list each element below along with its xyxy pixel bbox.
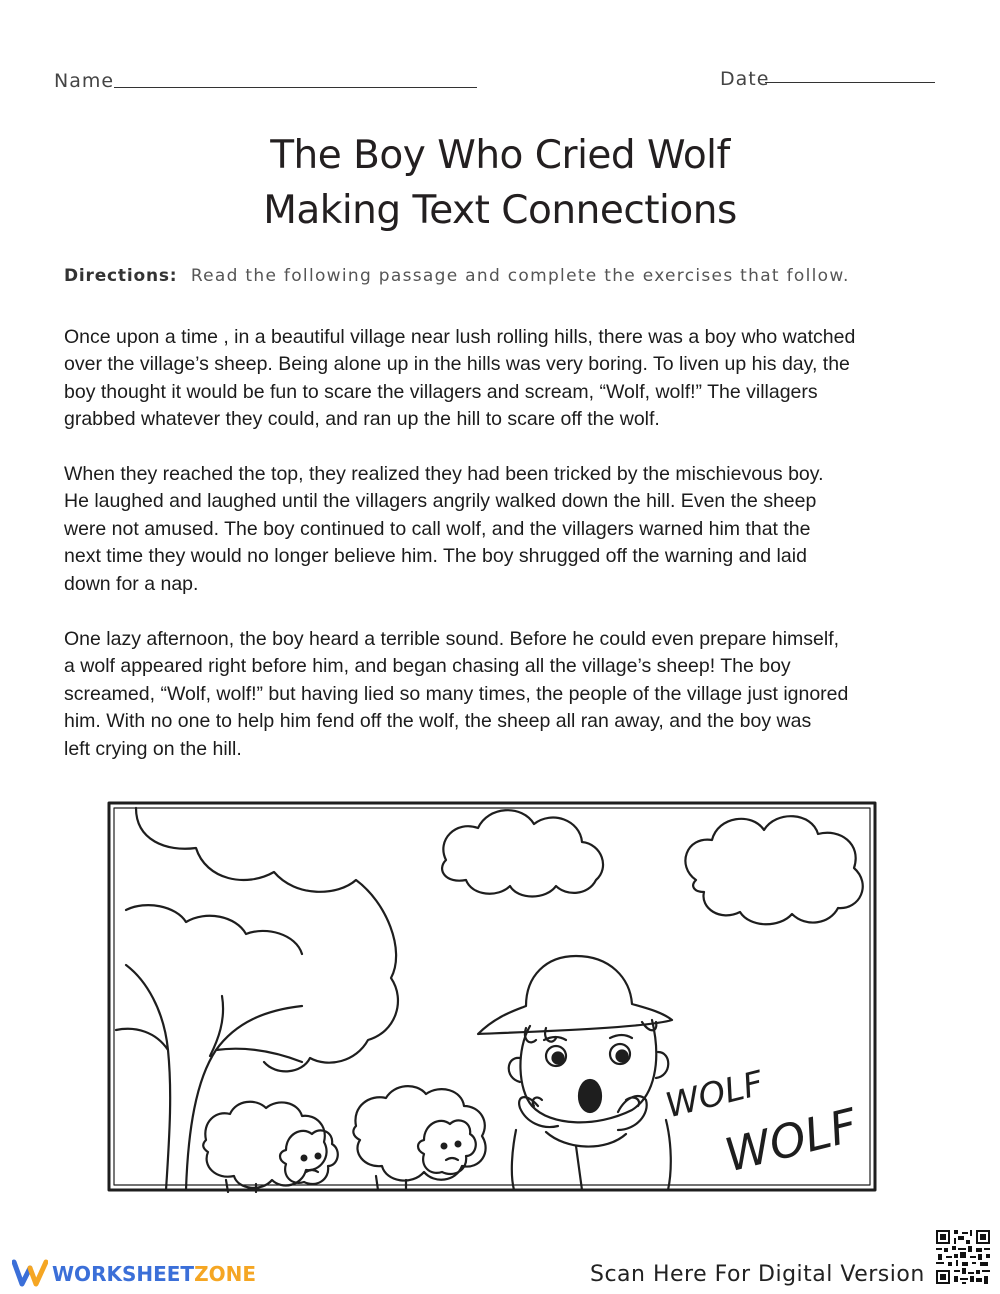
- tree-canopy: [126, 808, 398, 1071]
- passage-line: He laughed and laughed until the villagers angrily walked down the hill. Even the sheep: [64, 490, 817, 513]
- worksheetzone-logo[interactable]: [52, 1262, 256, 1286]
- shout-text-1: WOLF: [661, 1063, 768, 1127]
- passage-line: left crying on the hill.: [64, 737, 242, 760]
- story-illustration: [106, 800, 878, 1193]
- shout-text-2: WOLF: [719, 1097, 863, 1183]
- passage-line: grabbed whatever they could, and ran up the hill to scare off the wolf.: [64, 408, 660, 431]
- passage-line: boy thought it would be fun to scare the villagers and scream, “Wolf, wolf!” The villagers: [64, 380, 818, 403]
- worksheetzone-logo-icon: [12, 1258, 48, 1288]
- passage-line: next time they would no longer believe him. The boy shrugged off the warning and laid: [64, 545, 807, 568]
- passage-line: Once upon a time , in a beautiful village near lush rolling hills, there was a boy who watched: [64, 326, 856, 348]
- directions-text: Read the following passage and complete the exercises that follow.: [190, 266, 850, 286]
- passage-line: When they reached the top, they realized they had been tricked by the mischievous boy.: [64, 463, 824, 485]
- date-field[interactable]: [765, 82, 935, 83]
- logo-text-zone: ZONE: [194, 1262, 256, 1286]
- date-label: Date: [720, 68, 770, 90]
- logo-text-worksheet: WORKSHEET: [52, 1262, 195, 1286]
- directions-label: Directions:: [64, 266, 178, 286]
- qr-code-icon[interactable]: [934, 1228, 992, 1286]
- passage-line: him. With no one to help him fend off the wolf, the sheep all ran away, and the boy was: [64, 710, 812, 733]
- title-line-2: Making Text Connections: [263, 188, 737, 233]
- passage-line: down for a nap.: [64, 572, 199, 595]
- scan-instruction: Scan Here For Digital Version: [590, 1262, 925, 1287]
- sheep-left: [203, 1102, 338, 1192]
- passage-line: were not amused. The boy continued to call wolf, and the villagers warned him that the: [64, 517, 811, 540]
- passage-line: over the village’s sheep. Being alone up in the hills was very boring. To liven up his day, the: [64, 353, 850, 376]
- title-line-1: The Boy Who Cried Wolf: [270, 133, 730, 178]
- passage-paragraph-2: [64, 461, 944, 598]
- sheep-middle: [353, 1086, 485, 1190]
- passage-line: One lazy afternoon, the boy heard a terrible sound. Before he could even prepare himself,: [64, 628, 840, 650]
- passage-line: a wolf appeared right before him, and began chasing all the village’s sheep! The boy: [64, 655, 791, 678]
- tree-trunk: [116, 965, 302, 1190]
- name-label: Name: [54, 70, 115, 92]
- cloud-right: [685, 816, 862, 924]
- directions: [64, 266, 850, 286]
- name-field[interactable]: [114, 87, 477, 88]
- passage-paragraph-3: [64, 626, 944, 763]
- passage-paragraph-1: [64, 324, 944, 434]
- cloud-center: [442, 810, 603, 896]
- passage-line: screamed, “Wolf, wolf!” but having lied so many times, the people of the village just ignored: [64, 682, 849, 705]
- boy-character: [478, 956, 672, 1190]
